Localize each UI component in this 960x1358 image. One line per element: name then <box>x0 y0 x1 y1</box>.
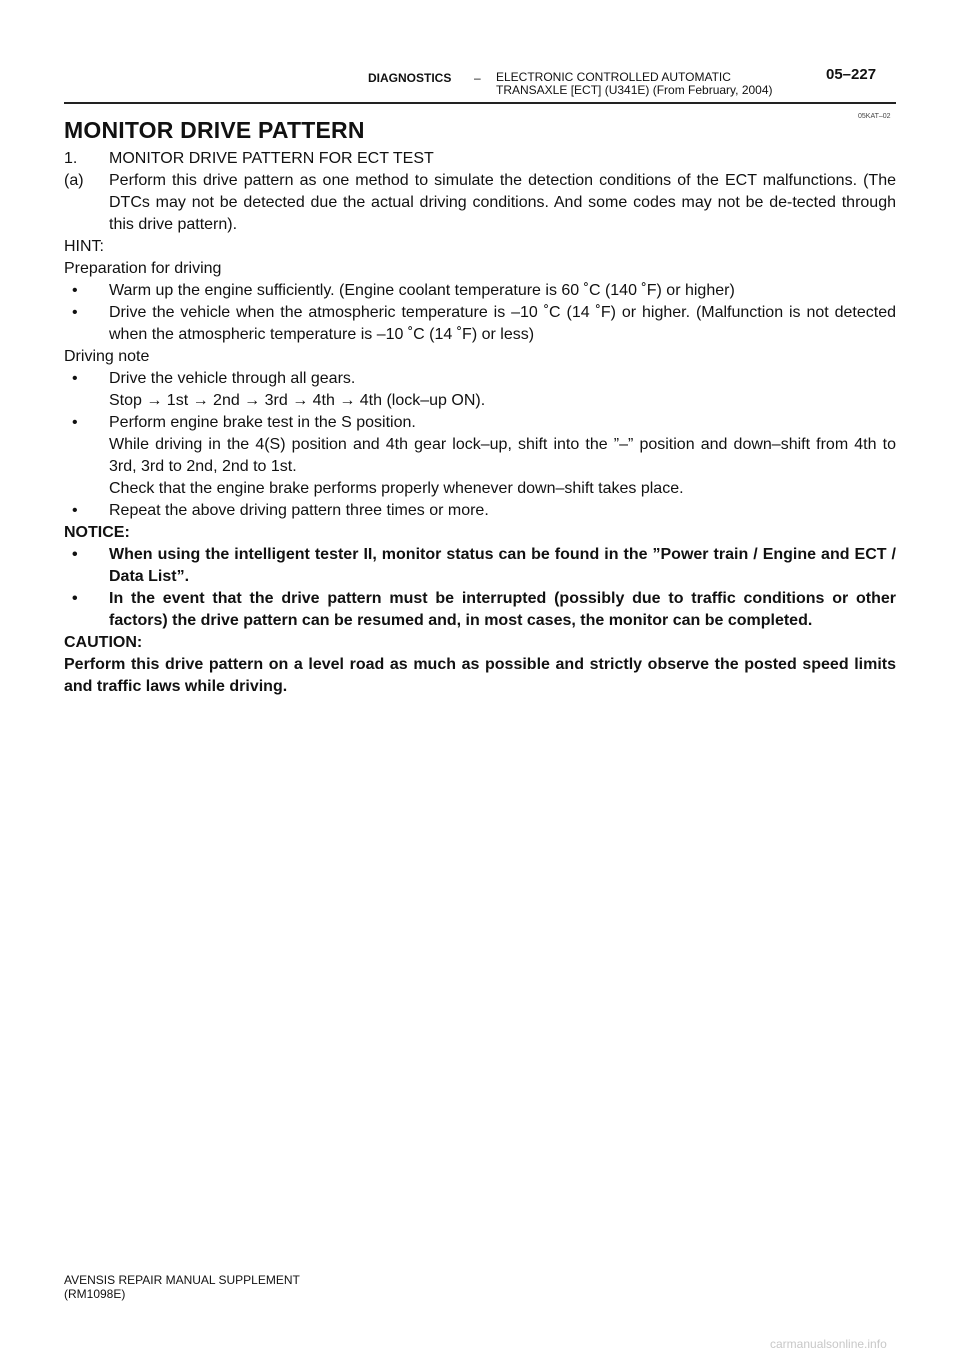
gear-sequence: Stop → 1st → 2nd → 3rd → 4th → 4th (lock–up ON). <box>109 392 486 409</box>
list-item-detail: While driving in the 4(S) position and 4th gear lock–up, shift into the ”–” position and down–shift from 4th to 3rd, 3rd to 2nd, 2nd to 1st. <box>109 436 896 475</box>
header-dash: – <box>474 71 481 85</box>
preparation-heading: Preparation for driving <box>64 260 222 277</box>
list-item <box>64 412 896 500</box>
header-rule <box>64 102 896 104</box>
list-item <box>64 368 896 412</box>
page-content <box>64 115 896 698</box>
footer-manual-code: (RM1098E) <box>64 1287 126 1301</box>
notice-item-text: When using the intelligent tester II, monitor status can be found in the ”Power train / Engine and ECT / Data List”. <box>109 546 896 585</box>
list-item <box>64 280 896 302</box>
notice-item <box>64 544 896 588</box>
page-number: 05–227 <box>826 66 877 83</box>
hint-label: HINT: <box>64 238 104 255</box>
list-item-text: Warm up the engine sufficiently. (Engine coolant temperature is 60 ˚C (140 ˚F) or higher) <box>109 282 735 299</box>
caution-text: Perform this drive pattern on a level road as much as possible and strictly observe the posted speed limits and traffic laws while driving. <box>64 656 896 695</box>
step-a-number: (a) <box>64 172 84 189</box>
caution-label: CAUTION: <box>64 634 143 651</box>
bullet-icon: • <box>72 414 78 431</box>
list-item-text: Repeat the above driving pattern three times or more. <box>109 502 489 519</box>
notice-label: NOTICE: <box>64 524 130 541</box>
list-item-text: Perform engine brake test in the S position. <box>109 414 416 431</box>
header-title <box>496 71 816 97</box>
header-title-line2: TRANSAXLE [ECT] (U341E) (From February, 2004) <box>496 83 773 97</box>
page-header <box>0 0 960 120</box>
doc-code: 05KAT–02 <box>858 113 891 120</box>
list-item-text: Drive the vehicle through all gears. <box>109 370 356 387</box>
page-title: MONITOR DRIVE PATTERN <box>64 117 365 143</box>
list-item-detail: Check that the engine brake performs properly whenever down–shift takes place. <box>109 480 684 497</box>
watermark: carmanualsonline.info <box>770 1337 887 1351</box>
notice-item <box>64 588 896 632</box>
step-1 <box>64 148 896 170</box>
step-a-text: Perform this drive pattern as one method to simulate the detection conditions of the ECT malfunctions. (The DTCs may not be detected due the actual driving conditions. And some codes may not be de-tected through this drive pattern). <box>109 172 896 233</box>
bullet-icon: • <box>72 590 78 607</box>
list-item <box>64 302 896 346</box>
header-section: DIAGNOSTICS <box>368 71 452 85</box>
bullet-icon: • <box>72 546 78 563</box>
bullet-icon: • <box>72 282 78 299</box>
list-item <box>64 500 896 522</box>
bullet-icon: • <box>72 502 78 519</box>
footer-manual-title: AVENSIS REPAIR MANUAL SUPPLEMENT <box>64 1273 300 1287</box>
bullet-icon: • <box>72 304 78 321</box>
notice-item-text: In the event that the drive pattern must be interrupted (possibly due to traffic conditions or other factors) the drive pattern can be resumed and, in most cases, the monitor can be completed. <box>109 590 896 629</box>
step-a <box>64 170 896 236</box>
driving-note-heading: Driving note <box>64 348 150 365</box>
step-1-text: MONITOR DRIVE PATTERN FOR ECT TEST <box>109 150 434 167</box>
step-1-number: 1. <box>64 150 78 167</box>
list-item-text: Drive the vehicle when the atmospheric temperature is –10 ˚C (14 ˚F) or higher. (Malfunction is not detected when the atmospheric temperature is –10 ˚C (14 ˚F) or less) <box>109 304 896 343</box>
header-title-line1: ELECTRONIC CONTROLLED AUTOMATIC <box>496 70 731 84</box>
bullet-icon: • <box>72 370 78 387</box>
